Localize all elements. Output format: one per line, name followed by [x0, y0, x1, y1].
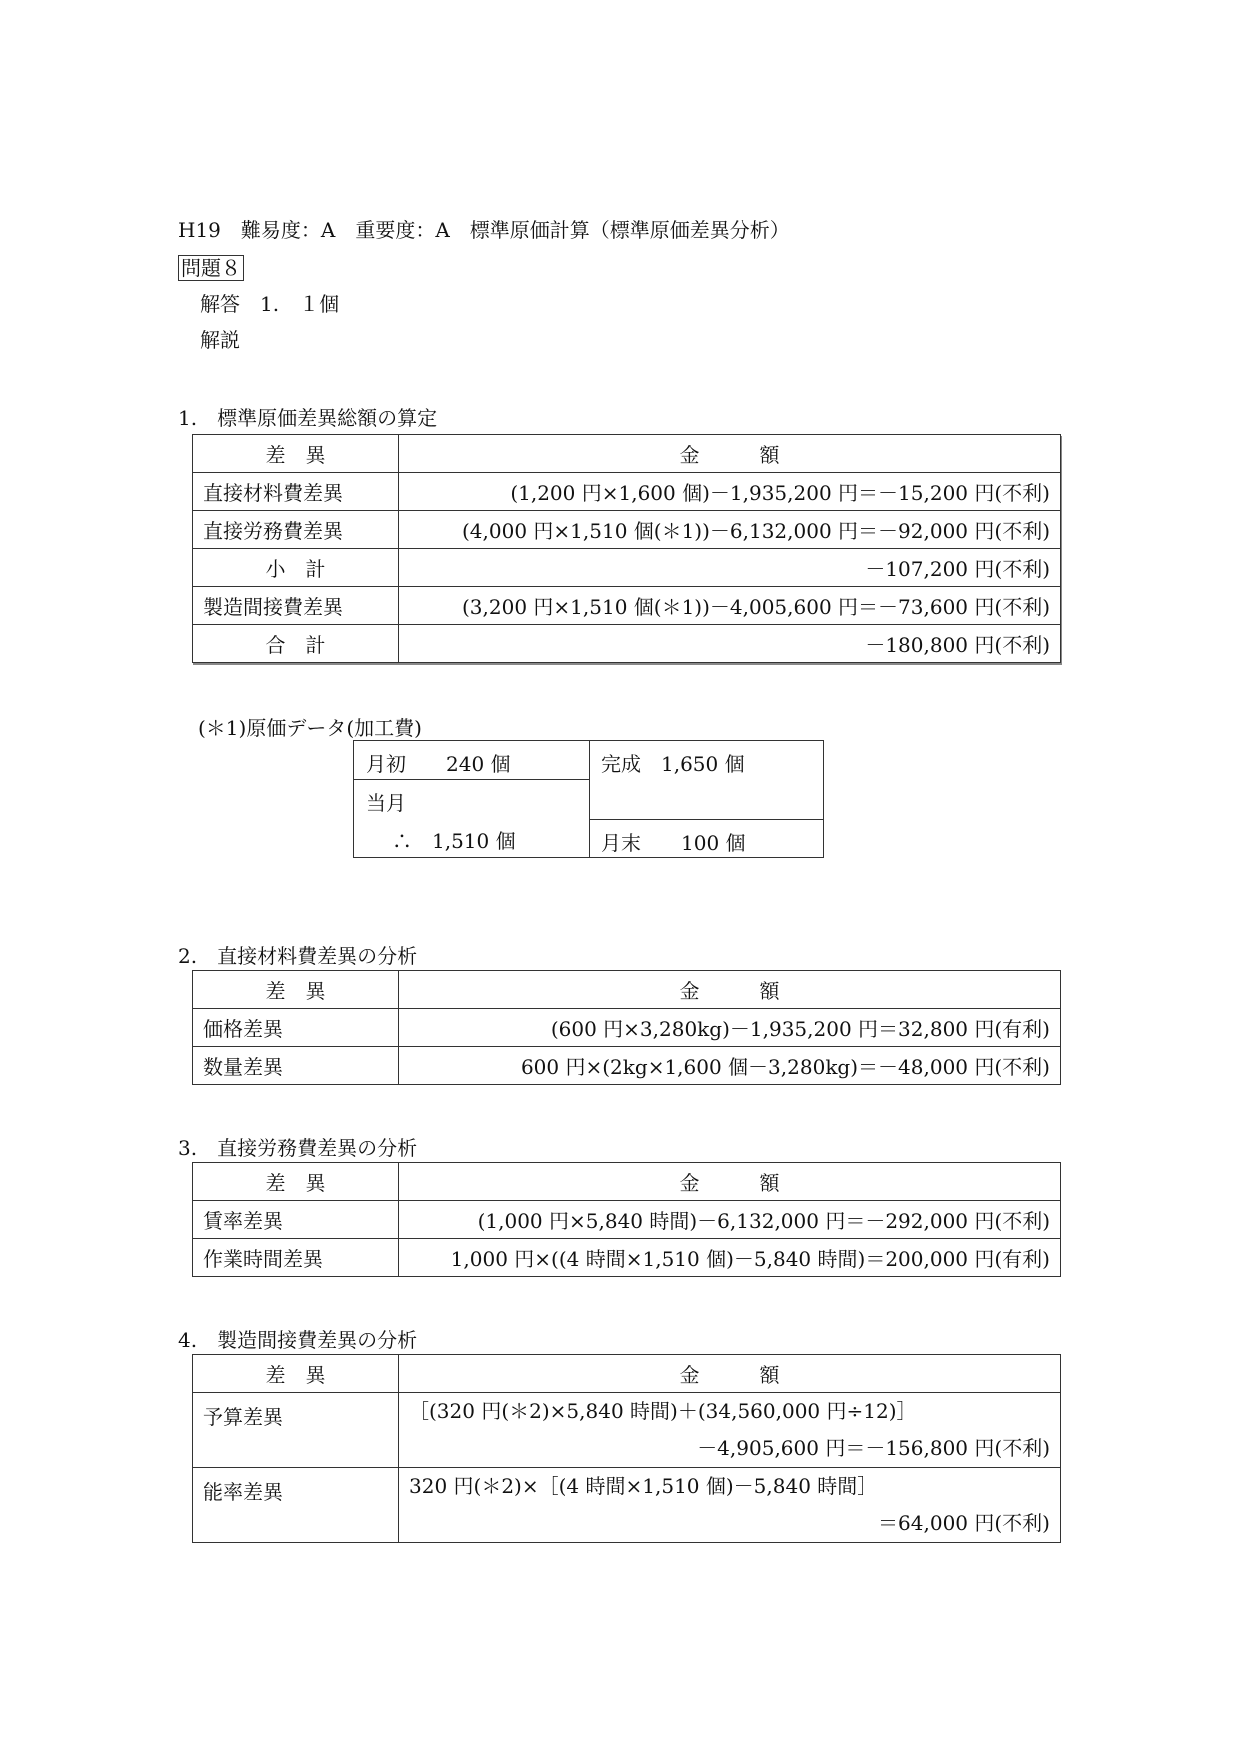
variance-label: 小 計 [193, 549, 399, 587]
ending-units: 月末 100 個 [601, 831, 746, 855]
col-amount-header: 金 額 [399, 1355, 1061, 1393]
explanation-label: 解説 [200, 328, 240, 352]
completed-units: 完成 1,650 個 [601, 752, 745, 776]
table-row [193, 1201, 1061, 1239]
variance-label: 予算差異 [193, 1393, 399, 1468]
table-row [193, 625, 1061, 663]
amount-line-2: －4,905,600 円＝－156,800 円(不利) [697, 1436, 1050, 1460]
col-variance-header: 差 異 [193, 1355, 399, 1393]
section3-table [192, 1162, 1061, 1277]
table-row [193, 549, 1061, 587]
variance-label: 直接労務費差異 [193, 511, 399, 549]
variance-label: 合 計 [193, 625, 399, 663]
table-row [193, 511, 1061, 549]
box-divider-left [354, 779, 589, 780]
section3-title: 3. 直接労務費差異の分析 [178, 1136, 418, 1160]
section1-table [192, 434, 1061, 663]
table-header-row [193, 1355, 1061, 1393]
section1-title: 1. 標準原価差異総額の算定 [178, 406, 438, 430]
current-units: ∴ 1,510 個 [392, 829, 516, 853]
section2-title: 2. 直接材料費差異の分析 [178, 944, 418, 968]
problem-label-box [178, 252, 244, 281]
col-variance-header: 差 異 [193, 971, 399, 1009]
variance-label: 能率差異 [193, 1468, 399, 1543]
variance-label: 作業時間差異 [193, 1239, 399, 1277]
col-amount-header: 金 額 [399, 1163, 1061, 1201]
cost-data-box [353, 740, 824, 858]
variance-label: 直接材料費差異 [193, 473, 399, 511]
variance-label: 数量差異 [193, 1047, 399, 1085]
answer-line: 解答 1. １個 [200, 292, 340, 316]
variance-label: 価格差異 [193, 1009, 399, 1047]
box-divider-right [589, 819, 823, 820]
variance-label: 製造間接費差異 [193, 587, 399, 625]
variance-amount: (4,000 円×1,510 個(＊1))－6,132,000 円＝－92,000 円(不利) [399, 511, 1061, 549]
table-row [193, 1047, 1061, 1085]
table-row [193, 473, 1061, 511]
table-row [193, 1393, 1061, 1468]
table-row [193, 1468, 1061, 1543]
variance-amount: 1,000 円×((4 時間×1,510 個)－5,840 時間)＝200,000 円(有利) [399, 1239, 1061, 1277]
section4-table [192, 1354, 1061, 1543]
variance-amount: －107,200 円(不利) [399, 549, 1061, 587]
section4-title: 4. 製造間接費差異の分析 [178, 1328, 418, 1352]
table-row [193, 587, 1061, 625]
col-amount-header: 金 額 [399, 435, 1061, 473]
col-variance-header: 差 異 [193, 435, 399, 473]
col-variance-header: 差 異 [193, 1163, 399, 1201]
amount-line-1: ［(320 円(＊2)×5,840 時間)＋(34,560,000 円÷12)］ [409, 1399, 917, 1423]
variance-amount: (3,200 円×1,510 個(＊1))－4,005,600 円＝－73,600 円(不利) [399, 587, 1061, 625]
table-header-row [193, 1163, 1061, 1201]
amount-line-2: ＝64,000 円(不利) [878, 1511, 1050, 1535]
variance-amount [399, 1393, 1061, 1468]
variance-amount: (1,000 円×5,840 時間)－6,132,000 円＝－292,000 円(不利) [399, 1201, 1061, 1239]
variance-amount: (1,200 円×1,600 個)－1,935,200 円＝－15,200 円(不利) [399, 473, 1061, 511]
page-title: H19 難易度：A 重要度：A 標準原価計算（標準原価差異分析） [178, 218, 790, 242]
table-row [193, 1009, 1061, 1047]
table-row [193, 1239, 1061, 1277]
variance-amount: 600 円×(2kg×1,600 個－3,280kg)＝－48,000 円(不利) [399, 1047, 1061, 1085]
problem-label: 問題８ [178, 255, 244, 281]
box-divider-vertical [589, 741, 590, 857]
section2-table [192, 970, 1061, 1085]
variance-amount: －180,800 円(不利) [399, 625, 1061, 663]
table-header-row [193, 435, 1061, 473]
variance-amount [399, 1468, 1061, 1543]
note1-title: (＊1)原価データ(加工費) [198, 716, 422, 740]
amount-line-1: 320 円(＊2)×［(4 時間×1,510 個)－5,840 時間］ [409, 1474, 878, 1498]
variance-amount: (600 円×3,280kg)－1,935,200 円＝32,800 円(有利) [399, 1009, 1061, 1047]
current-label: 当月 [366, 791, 406, 815]
beginning-units: 月初 240 個 [366, 752, 511, 776]
variance-label: 賃率差異 [193, 1201, 399, 1239]
table-header-row [193, 971, 1061, 1009]
col-amount-header: 金 額 [399, 971, 1061, 1009]
